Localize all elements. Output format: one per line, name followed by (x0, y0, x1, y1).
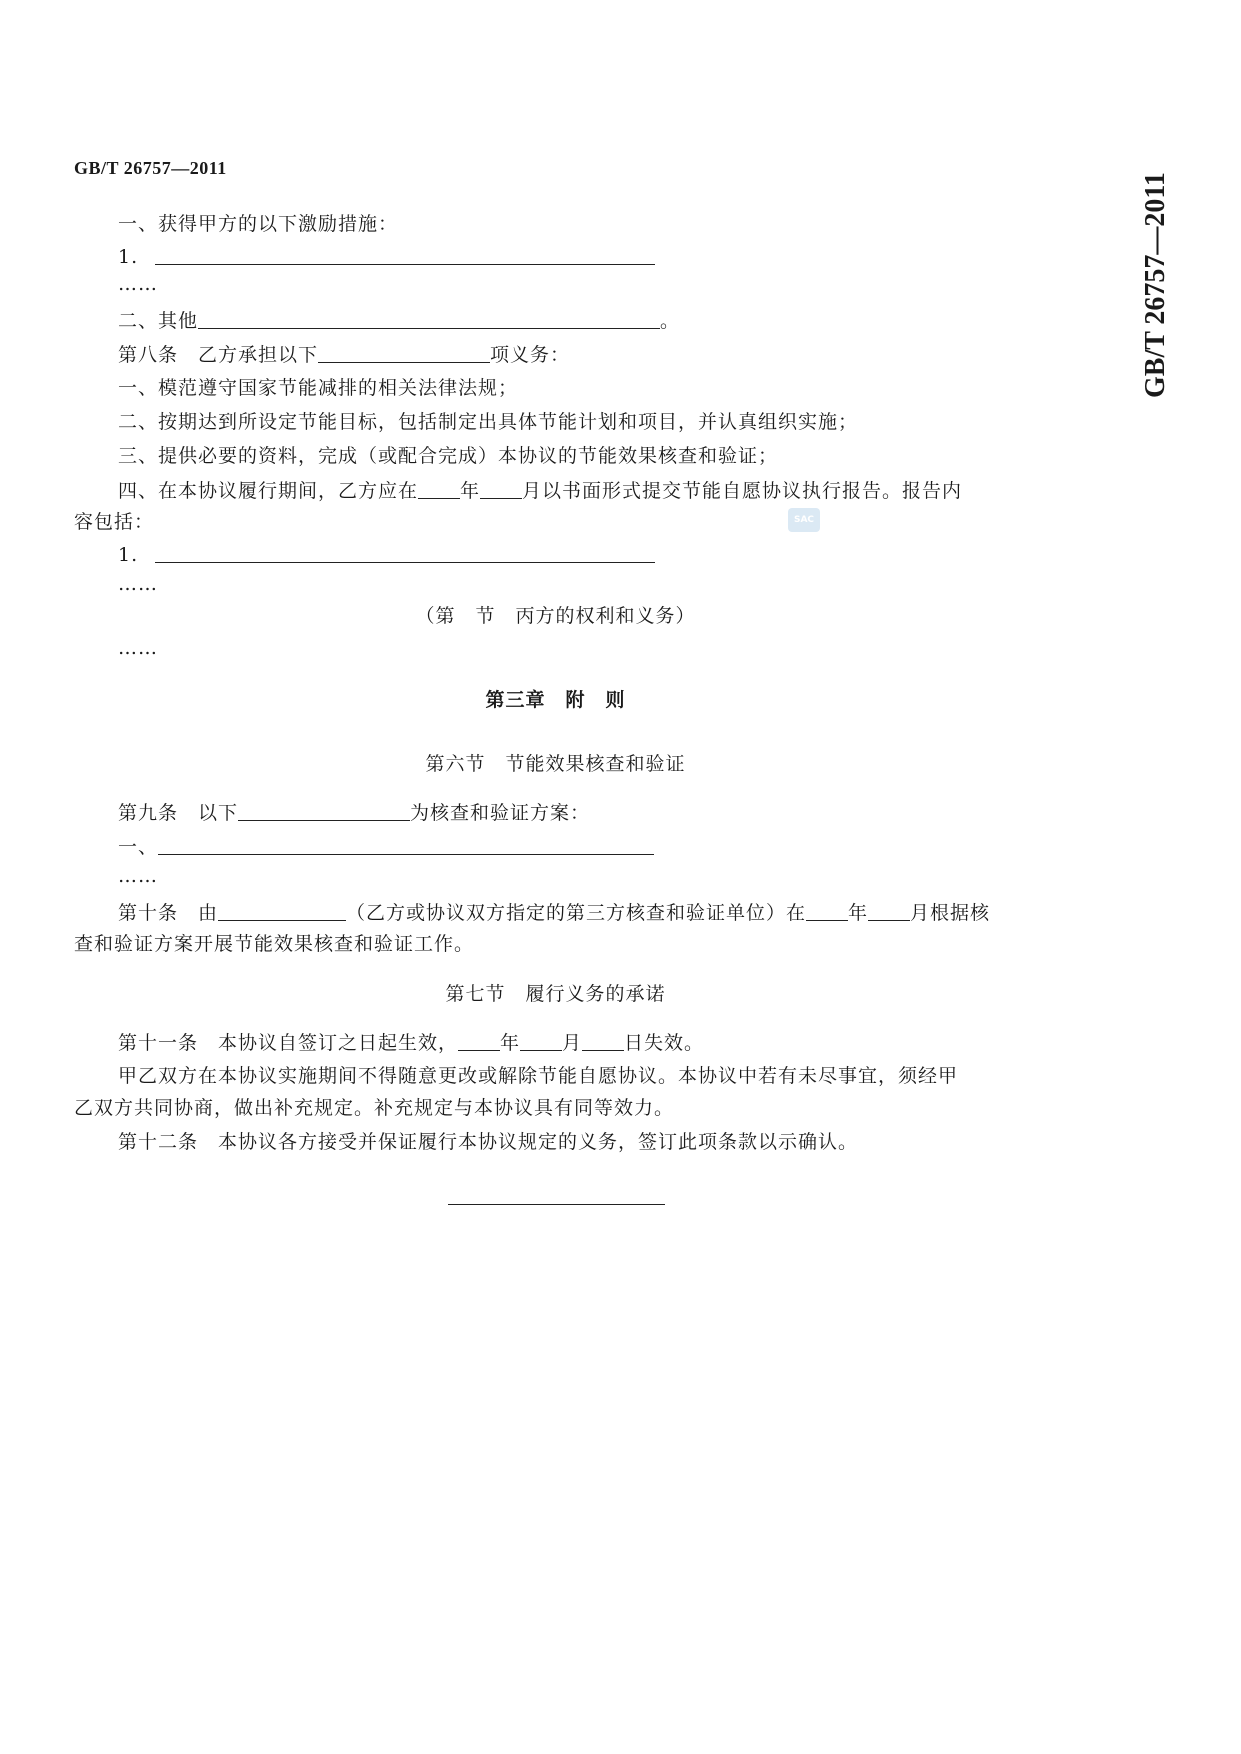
text-line: 一、模范遵守国家节能减排的相关法律法规； (118, 377, 519, 399)
text-line (118, 244, 655, 269)
text-segment: （乙方或协议双方指定的第三方核查和验证单位）在 (346, 902, 807, 924)
ellipsis: …… (118, 865, 158, 887)
text-segment: 月根据核 (910, 902, 991, 924)
text-line: 二、按期达到所设定节能目标，包括制定出具体节能计划和项目，并认真组织实施； (118, 411, 859, 433)
ellipsis: …… (118, 273, 158, 295)
text-segment: 第八条 乙方承担以下 (118, 344, 319, 366)
text-line: 容包括： (74, 511, 155, 533)
text-segment: 月 (562, 1032, 583, 1054)
fill-in-blank (418, 478, 460, 499)
section-heading: 第六节 节能效果核查和验证 (425, 753, 686, 775)
text-line (118, 834, 654, 859)
fill-in-blank (520, 1030, 562, 1051)
fill-in-blank (155, 244, 655, 265)
fill-in-blank (238, 800, 410, 821)
text-line (118, 308, 680, 333)
fill-in-blank (868, 900, 910, 921)
standard-code-side-text: GB/T 26757—2011 (1140, 172, 1171, 398)
fill-in-blank (218, 900, 346, 921)
text-segment: 四、在本协议履行期间，乙方应在 (118, 480, 419, 502)
text-line (118, 342, 570, 367)
standard-code-side (1140, 172, 1171, 398)
fill-in-blank (155, 542, 655, 563)
text-segment: 年 (500, 1032, 521, 1054)
text-segment: 第九条 以下 (118, 802, 239, 824)
text-segment: 第十条 由 (118, 902, 219, 924)
ellipsis: …… (118, 573, 158, 595)
text-line: 甲乙双方在本协议实施期间不得随意更改或解除节能自愿协议。本协议中若有未尽事宜，须经甲 (118, 1065, 959, 1087)
sac-watermark-logo: SAC (788, 508, 820, 532)
fill-in-blank (198, 308, 660, 329)
text-segment: 第十一条 本协议自签订之日起生效， (118, 1032, 459, 1054)
text-segment: 年 (460, 480, 481, 502)
fill-in-blank (158, 834, 654, 855)
text-line: 第十二条 本协议各方接受并保证履行本协议规定的义务，签订此项条款以示确认。 (118, 1131, 859, 1153)
text-line (118, 900, 990, 925)
fill-in-blank (480, 478, 522, 499)
chapter-heading: 第三章 附 则 (485, 689, 626, 711)
text-segment: 二、其他 (118, 310, 199, 332)
section-heading: 第七节 履行义务的承诺 (445, 983, 666, 1005)
text-segment: 日失效。 (624, 1032, 705, 1054)
list-number: 1. (118, 544, 139, 566)
section-heading-placeholder: （第 节 丙方的权利和义务） (415, 605, 696, 627)
text-line (118, 542, 655, 567)
text-segment: 项义务： (490, 344, 571, 366)
fill-in-blank (318, 342, 490, 363)
fill-in-blank (582, 1030, 624, 1051)
text-segment: 。 (660, 310, 681, 332)
text-line: 乙双方共同协商，做出补充规定。补充规定与本协议具有同等效力。 (74, 1097, 675, 1119)
text-line: 查和验证方案开展节能效果核查和验证工作。 (74, 933, 475, 955)
ellipsis: …… (118, 637, 158, 659)
fill-in-blank (806, 900, 848, 921)
fill-in-blank (458, 1030, 500, 1051)
text-line (118, 1030, 704, 1055)
text-line: 三、提供必要的资料，完成（或配合完成）本协议的节能效果核查和验证； (118, 445, 779, 467)
list-number: 1. (118, 246, 139, 268)
text-line: 一、获得甲方的以下激励措施： (118, 213, 399, 235)
end-rule (448, 1204, 665, 1205)
standard-code-header: GB/T 26757—2011 (74, 158, 227, 178)
text-line (118, 478, 962, 503)
text-line (118, 800, 590, 825)
text-segment: 为核查和验证方案： (410, 802, 591, 824)
text-segment: 年 (848, 902, 869, 924)
text-segment: 月以书面形式提交节能自愿协议执行报告。报告内 (522, 480, 963, 502)
text-segment: 一、 (118, 836, 159, 858)
